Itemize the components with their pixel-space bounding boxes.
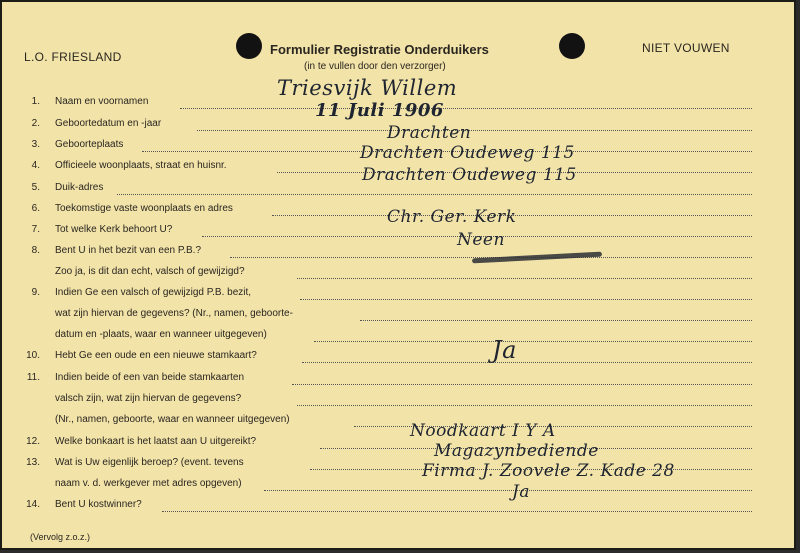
question-label: Geboorteplaats bbox=[55, 139, 124, 150]
answer-occupation: Magazynbediende bbox=[434, 441, 599, 461]
question-label: Bent U in het bezit van een P.B.? bbox=[55, 245, 202, 256]
form-title: Formulier Registratie Onderduikers bbox=[270, 42, 489, 57]
answer-breadwinner: Ja bbox=[512, 482, 530, 502]
answer-line bbox=[180, 108, 752, 109]
question-label: Indien Ge een valsch of gewijzigd P.B. bezit, bbox=[55, 287, 252, 298]
question-number: 2. bbox=[31, 118, 40, 129]
answer-bonkaart: Noodkaart I Y A bbox=[410, 421, 556, 441]
question-number: 7. bbox=[31, 224, 40, 235]
punch-hole-right bbox=[559, 33, 585, 59]
question-number: 3. bbox=[31, 139, 40, 150]
answer-hiding-address: Drachten Oudeweg 115 bbox=[362, 165, 577, 185]
answer-stamkaart: Ja bbox=[492, 336, 517, 364]
answer-birthplace: Drachten bbox=[387, 123, 472, 143]
header-right: NIET VOUWEN bbox=[642, 41, 730, 55]
answer-line bbox=[314, 341, 752, 342]
answer-line bbox=[162, 511, 752, 512]
answer-line bbox=[197, 130, 752, 131]
answer-employer: Firma J. Zoovele Z. Kade 28 bbox=[422, 461, 675, 481]
question-label: Duik-adres bbox=[55, 182, 104, 193]
question-number: 4. bbox=[31, 160, 40, 171]
question-label: wat zijn hiervan de gegevens? (Nr., namen, geboorte- bbox=[55, 308, 293, 319]
question-label: datum en -plaats, waar en wanneer uitgegeven) bbox=[55, 329, 267, 340]
question-label: Hebt Ge een oude en een nieuwe stamkaart? bbox=[55, 350, 257, 361]
answer-line bbox=[302, 362, 752, 363]
question-label: Geboortedatum en -jaar bbox=[55, 118, 162, 129]
answer-line bbox=[360, 320, 752, 321]
answer-line bbox=[300, 299, 752, 300]
answer-line bbox=[297, 278, 752, 279]
header-left: L.O. FRIESLAND bbox=[24, 50, 122, 64]
answer-birthdate: 11 Juli 1906 bbox=[315, 100, 444, 121]
question-label: Indien beide of een van beide stamkaarten bbox=[55, 372, 245, 383]
question-number: 5. bbox=[31, 182, 40, 193]
question-label: Toekomstige vaste woonplaats en adres bbox=[55, 203, 233, 214]
question-number: 6. bbox=[31, 203, 40, 214]
question-label: Bent U kostwinner? bbox=[55, 499, 142, 510]
question-number: 12. bbox=[26, 436, 40, 447]
answer-line bbox=[292, 384, 752, 385]
question-number: 11. bbox=[26, 372, 40, 383]
punch-hole-left bbox=[236, 33, 262, 59]
question-label: Zoo ja, is dit dan echt, valsch of gewijzigd? bbox=[55, 266, 245, 277]
footer-note: (Vervolg z.o.z.) bbox=[30, 532, 91, 542]
question-label: Welke bonkaart is het laatst aan U uitgereikt? bbox=[55, 436, 257, 447]
question-number: 9. bbox=[31, 287, 40, 298]
question-label: (Nr., namen, geboorte, waar en wanneer uitgegeven) bbox=[55, 414, 290, 425]
question-number: 8. bbox=[31, 245, 40, 256]
question-number: 1. bbox=[31, 96, 40, 107]
question-label: Officieele woonplaats, straat en huisnr. bbox=[55, 160, 227, 171]
answer-line bbox=[297, 405, 752, 406]
question-label: naam v. d. werkgever met adres opgeven) bbox=[55, 478, 242, 489]
question-label: Wat is Uw eigenlijk beroep? (event. tevens bbox=[55, 457, 244, 468]
answer-line bbox=[117, 194, 752, 195]
answer-pb: Neen bbox=[457, 230, 505, 250]
answer-name: Triesvijk Willem bbox=[277, 76, 458, 100]
question-label: Tot welke Kerk behoort U? bbox=[55, 224, 173, 235]
answer-residence: Drachten Oudeweg 115 bbox=[360, 143, 575, 163]
question-label: Naam en voornamen bbox=[55, 96, 149, 107]
question-number: 13. bbox=[26, 457, 40, 468]
answer-line bbox=[264, 490, 752, 491]
form-subtitle: (in te vullen door den verzorger) bbox=[304, 61, 446, 72]
ink-strike bbox=[472, 252, 602, 264]
question-number: 14. bbox=[26, 499, 40, 510]
answer-church: Chr. Ger. Kerk bbox=[387, 207, 517, 227]
question-number: 10. bbox=[26, 350, 40, 361]
question-label: valsch zijn, wat zijn hiervan de gegevens? bbox=[55, 393, 242, 404]
